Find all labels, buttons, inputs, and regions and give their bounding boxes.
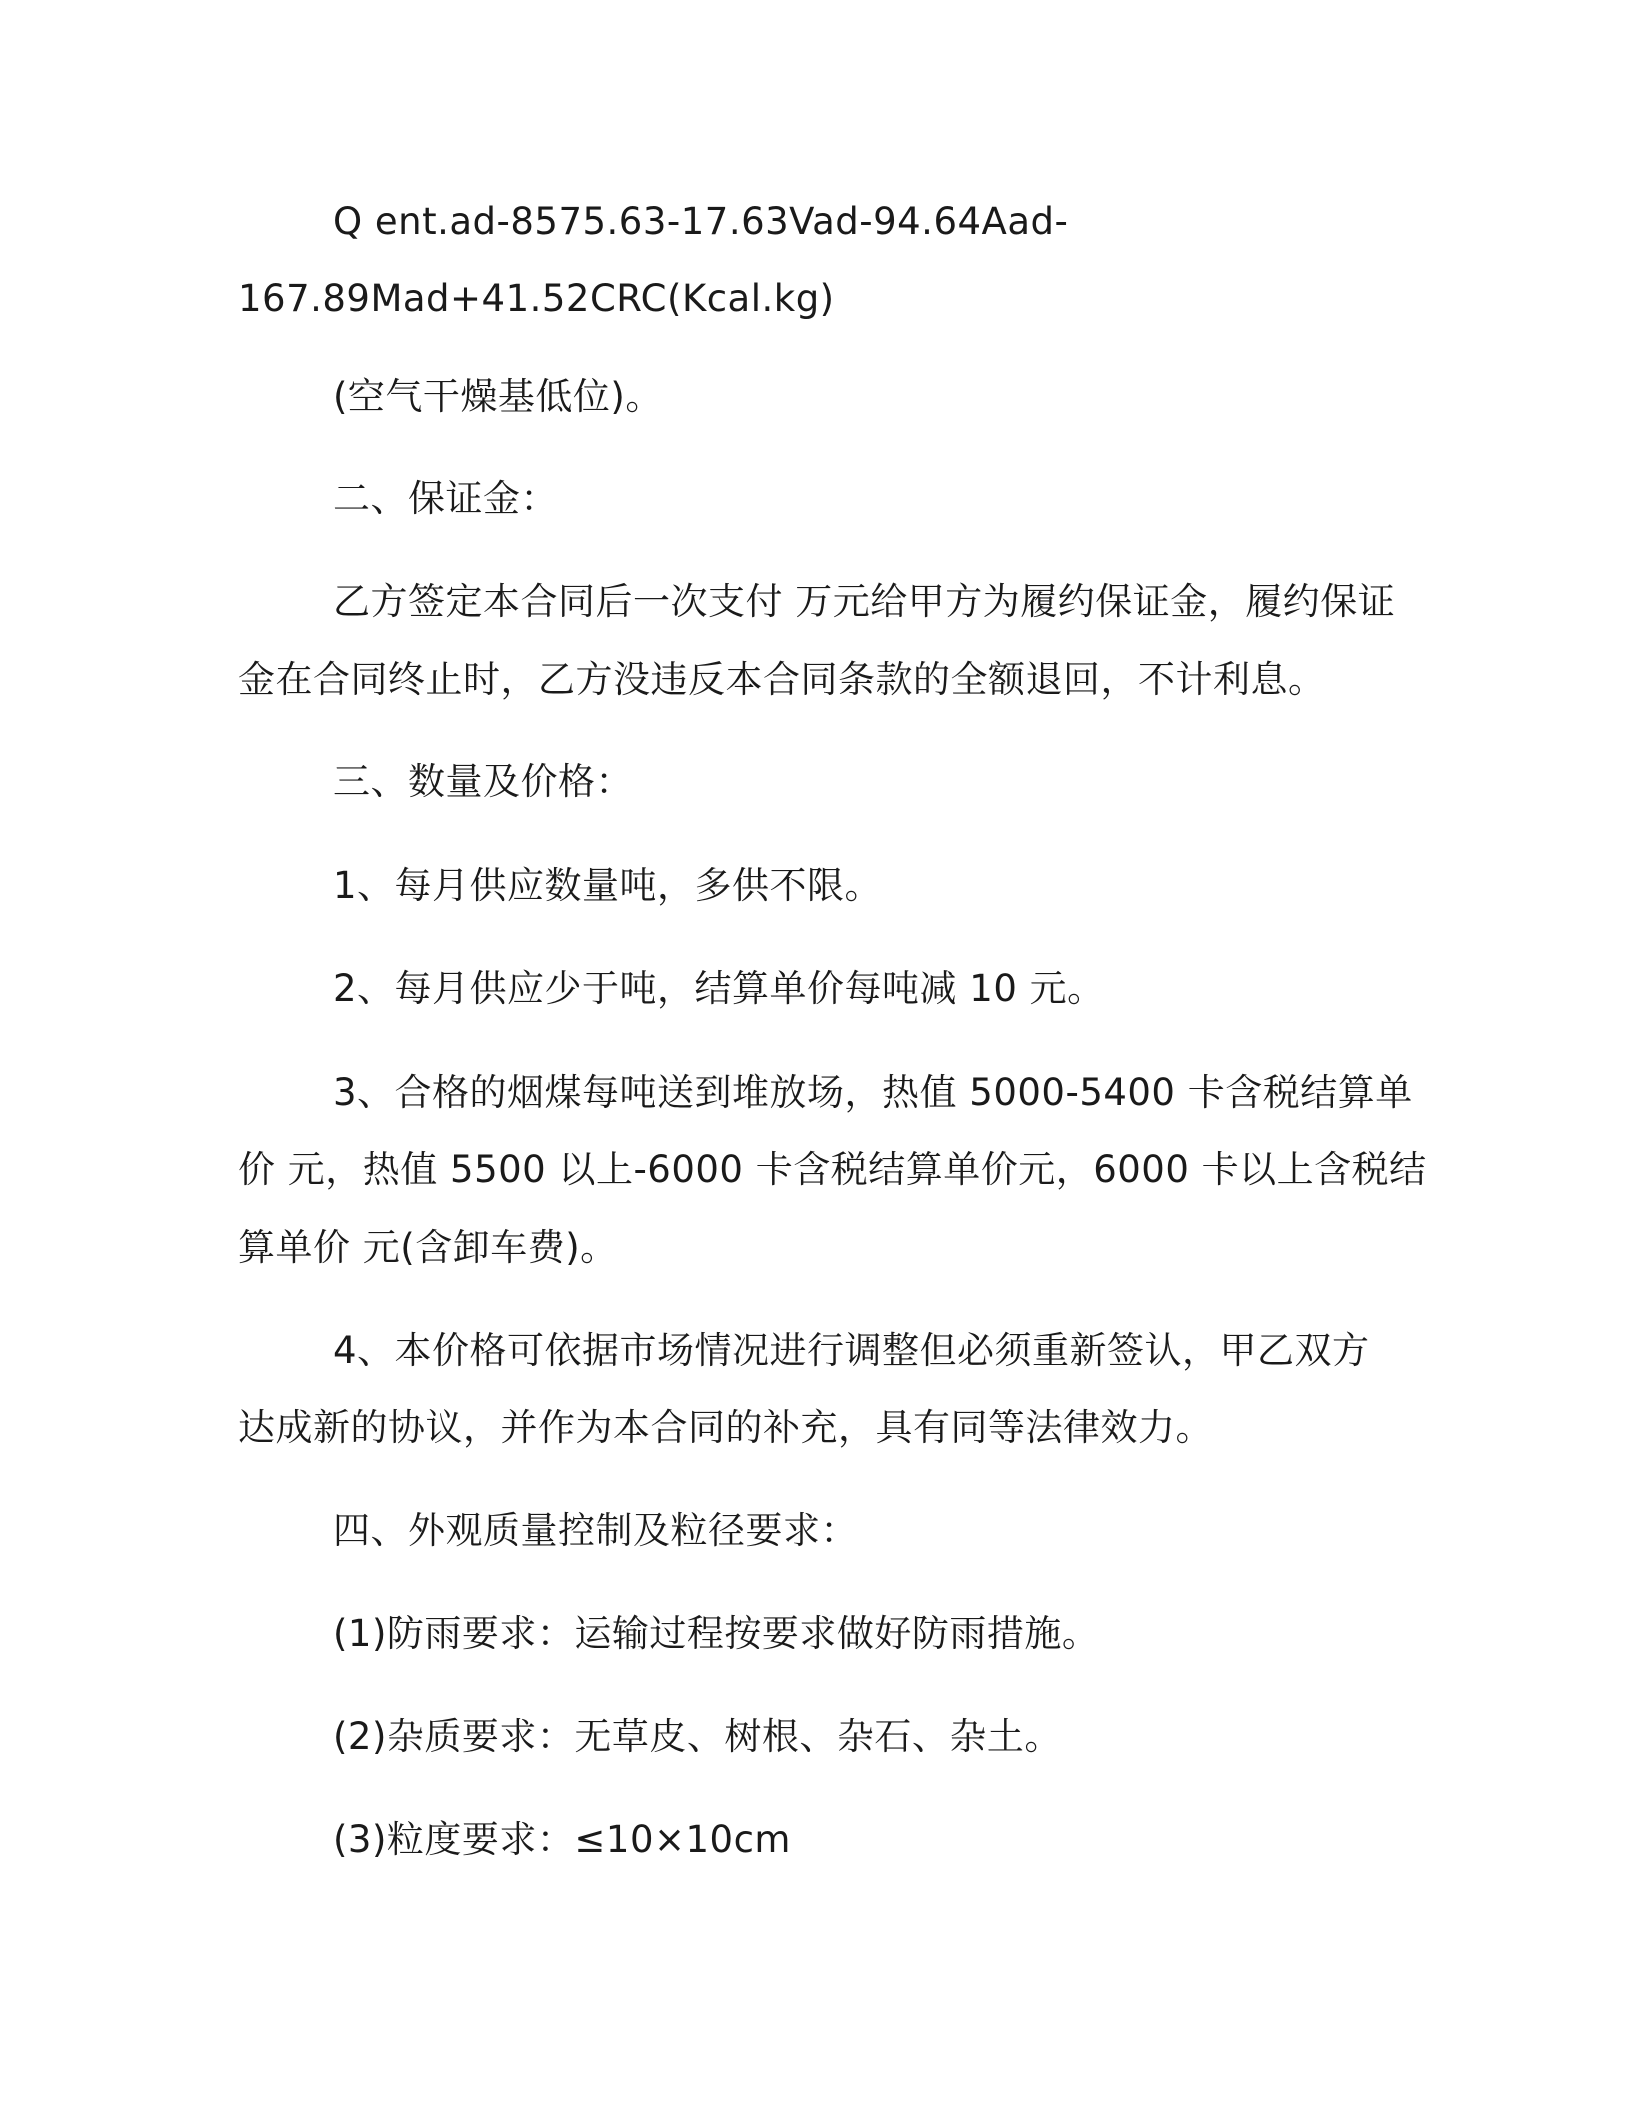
section3-item-1: 1、每月供应数量吨，多供不限。 (333, 864, 883, 907)
section2-paragraph-line-1: 乙方签定本合同后一次支付 万元给甲方为履约保证金，履约保证 (333, 580, 1396, 623)
section3-item-3-line-3: 算单价 元(含卸车费)。 (238, 1226, 618, 1269)
basis-note: (空气干燥基低位)。 (333, 375, 663, 418)
section2-heading: 二、保证金： (333, 477, 558, 520)
section4-heading: 四、外观质量控制及粒径要求： (333, 1509, 858, 1552)
section4-requirement-1: (1)防雨要求：运输过程按要求做好防雨措施。 (333, 1612, 1100, 1655)
section3-heading: 三、数量及价格： (333, 760, 633, 803)
section2-paragraph-line-2: 金在合同终止时，乙方没违反本合同条款的全额退回，不计利息。 (238, 658, 1326, 701)
section3-item-4-line-1: 4、本价格可依据市场情况进行调整但必须重新签认，甲乙双方 (333, 1329, 1370, 1372)
section4-requirement-2: (2)杂质要求：无草皮、树根、杂石、杂土。 (333, 1715, 1062, 1758)
section3-item-3-line-1: 3、合格的烟煤每吨送到堆放场，热值 5000-5400 卡含税结算单 (333, 1071, 1413, 1114)
formula-line-2: 167.89Mad+41.52CRC(Kcal.kg) (238, 277, 835, 320)
section3-item-2: 2、每月供应少于吨，结算单价每吨减 10 元。 (333, 967, 1105, 1010)
formula-line-1: Q ent.ad-8575.63-17.63Vad-94.64Aad- (333, 200, 1069, 243)
section3-item-4-line-2: 达成新的协议，并作为本合同的补充，具有同等法律效力。 (238, 1406, 1213, 1449)
section3-item-3-line-2: 价 元，热值 5500 以上-6000 卡含税结算单价元，6000 卡以上含税结 (238, 1148, 1427, 1191)
section4-requirement-3: (3)粒度要求：≤10×10cm (333, 1818, 791, 1861)
